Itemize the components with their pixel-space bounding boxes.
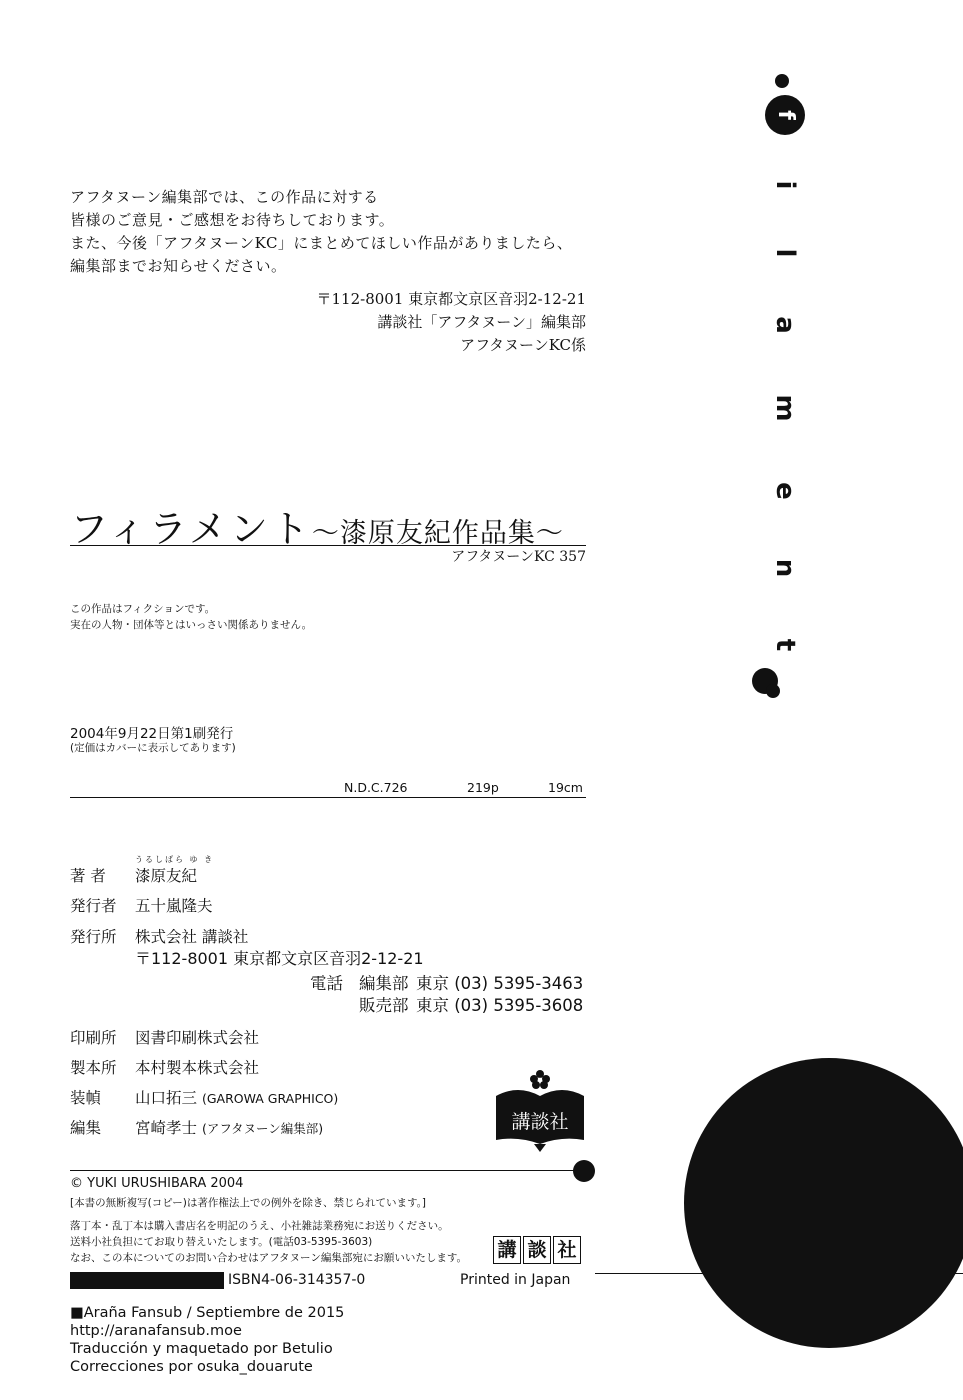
copyright-line: © YUKI URUSHIBARA 2004 (70, 1176, 244, 1191)
publication-date: 2004年9月22日第1刷発行 (70, 726, 234, 742)
price-note: (定価はカバーに表示してあります) (70, 742, 236, 754)
design-label: 装幀 (70, 1089, 102, 1107)
intro-line: 皆様のご意見・ご感想をお待ちしております。 (70, 211, 395, 229)
publisher-address: 〒112-8001 東京都文京区音羽2-12-21 (135, 949, 424, 968)
publisher-name: 株式会社 講談社 (135, 928, 249, 946)
decorative-big-circle (684, 1058, 963, 1348)
editor: 宮崎孝士 (135, 1119, 198, 1137)
intro-line: 編集部までお知らせください。 (70, 257, 287, 275)
logo-text: 講談社 (511, 1111, 569, 1133)
designer-note: (GAROWA GRAPHICO) (201, 1091, 339, 1106)
author-name: 漆原友紀 (135, 867, 198, 885)
printer-label: 印刷所 (70, 1029, 117, 1047)
fansub-credits (70, 1304, 344, 1376)
author-ruby: うるしばら ゆ き (135, 855, 215, 864)
divider (70, 797, 586, 798)
stamp-char: 談 (523, 1236, 551, 1264)
stamp-char: 社 (553, 1236, 581, 1264)
intro-line: アフタヌーン編集部では、この作品に対する (70, 188, 379, 206)
publisher-stamp (493, 1236, 581, 1264)
publisher-label: 発行所 (70, 928, 117, 946)
issuer-name: 五十嵐隆夫 (135, 897, 213, 915)
defect-note: 送料小社負担にてお取り替えいたします。(電話03-5395-3603) (70, 1236, 373, 1248)
printed-in: Printed in Japan (460, 1272, 571, 1288)
decorative-blob (766, 684, 780, 698)
issuer-label: 発行者 (70, 897, 117, 915)
isbn: ISBN4-06-314357-0 (228, 1272, 366, 1288)
vertical-letter-f: f (765, 95, 805, 135)
fiction-line: この作品はフィクションです。 (70, 603, 216, 615)
fansub-line: Traducción y maquetado por Betulio (70, 1341, 333, 1357)
fansub-url: http://aranafansub.moe (70, 1323, 242, 1339)
fiction-notice (70, 601, 312, 633)
series-number: アフタヌーンKC 357 (451, 549, 586, 565)
ndc-code: N.D.C.726 (344, 780, 408, 795)
editor-label: 編集 (70, 1119, 102, 1137)
vertical-letter: m (770, 394, 800, 422)
binder-label: 製本所 (70, 1059, 117, 1077)
copy-notice: [本書の無断複写(コピー)は著作権法上での例外を除き、禁じられています。] (70, 1197, 426, 1209)
defect-note: 落丁本・乱丁本は購入書店名を明記のうえ、小社雑誌業務宛にお送りください。 (70, 1220, 449, 1232)
divider (595, 1273, 963, 1274)
binder-name: 本村製本株式会社 (135, 1059, 260, 1077)
fiction-line: 実在の人物・団体等とはいっさい関係ありません。 (70, 619, 313, 631)
sales-tel: 東京 (03) 5395-3608 (416, 996, 584, 1015)
vertical-letter: e (770, 482, 800, 500)
designer-name (135, 1086, 338, 1108)
vertical-letter: n (770, 558, 800, 578)
decorative-dot (573, 1160, 595, 1182)
address-line: 講談社「アフタヌーン」編集部 (377, 313, 586, 331)
divider (70, 1170, 580, 1171)
editor-name (135, 1116, 323, 1138)
defect-note: なお、この本についてのお問い合わせはアフタヌーン編集部宛にお願いいたします。 (70, 1252, 468, 1264)
author-label: 著 者 (70, 867, 106, 885)
vertical-letter: t (770, 638, 800, 652)
stamp-char: 講 (493, 1236, 521, 1264)
vertical-letter: i (770, 180, 800, 190)
vertical-letter: a (770, 316, 800, 334)
page-count: 219p (467, 780, 499, 795)
designer: 山口拓三 (135, 1089, 198, 1107)
sales-dept: 販売部 (359, 996, 409, 1015)
editorial-dept: 編集部 (359, 974, 409, 993)
editor-note: (アフタヌーン編集部) (201, 1121, 324, 1136)
book-size: 19cm (548, 780, 583, 795)
printer-name: 図書印刷株式会社 (135, 1029, 260, 1047)
kodansha-logo (494, 1066, 586, 1152)
vertical-letter: l (770, 248, 800, 258)
intro-line: また、今後「アフタヌーンKC」にまとめてほしい作品がありましたら、 (70, 234, 573, 252)
address-line: アフタヌーンKC係 (460, 336, 586, 354)
address-line: 〒112-8001 東京都文京区音羽2-12-21 (316, 290, 586, 308)
decorative-dot (775, 74, 789, 88)
flower-icon (530, 1070, 550, 1089)
reader-feedback-notice (70, 186, 590, 278)
fansub-line: Correcciones por osuka_douarute (70, 1359, 313, 1375)
title-main: フィラメント (70, 507, 312, 551)
title-sub: 〜漆原友紀作品集〜 (311, 518, 564, 549)
tel-label: 電話 (310, 974, 343, 993)
isbn-bar (70, 1272, 224, 1289)
mailing-address (250, 288, 586, 357)
fansub-line: ■Araña Fansub / Septiembre de 2015 (70, 1305, 345, 1321)
editorial-tel: 東京 (03) 5395-3463 (416, 974, 584, 993)
